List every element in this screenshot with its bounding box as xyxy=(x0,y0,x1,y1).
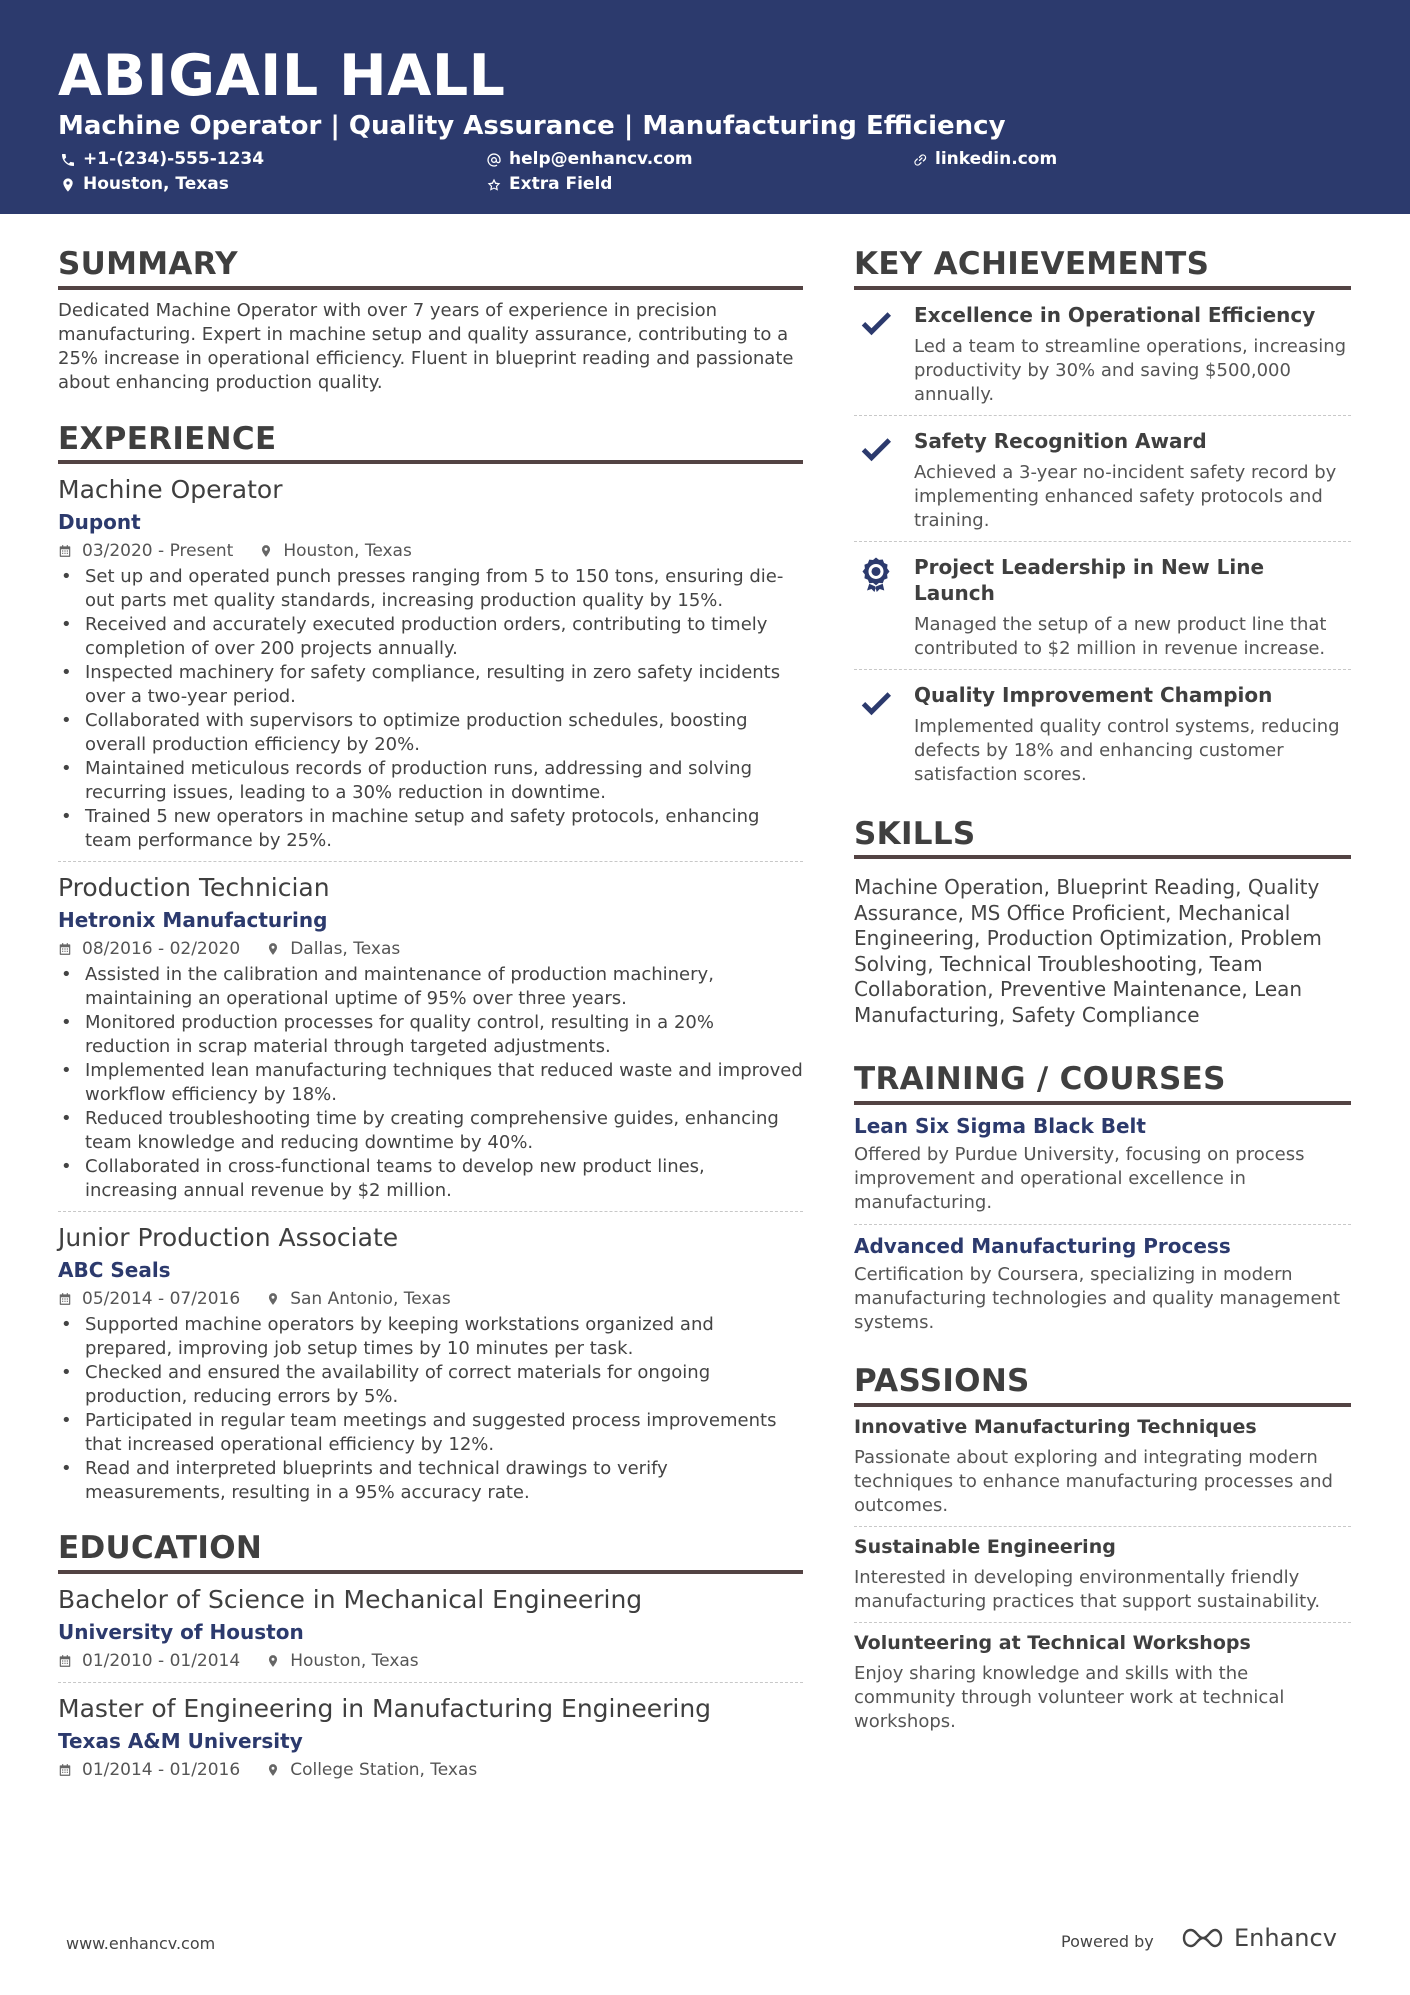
job-bullets xyxy=(58,1313,803,1505)
education-dates: 01/2014 - 01/2016 xyxy=(82,1759,241,1780)
job-bullet: • Set up and operated punch presses ranging from 5 to 150 tons, ensuring die-out parts met quality standards, increasing production quality by 15%. xyxy=(58,565,803,613)
job-bullet: • Checked and ensured the availability of correct materials for ongoing production, reducing errors by 5%. xyxy=(58,1361,803,1409)
training-section xyxy=(854,1062,1351,1344)
achievement-item xyxy=(854,670,1351,795)
experience-heading: EXPERIENCE xyxy=(58,422,803,465)
passion-item xyxy=(854,1527,1351,1623)
education-location xyxy=(266,1650,418,1672)
achievement-title: Quality Improvement Champion xyxy=(914,682,1273,707)
star-icon xyxy=(486,177,502,193)
passion-title: Sustainable Engineering xyxy=(854,1535,1116,1558)
job-title: Junior Production Associate xyxy=(58,1223,399,1253)
education-school: University of Houston xyxy=(58,1619,304,1644)
job-bullets xyxy=(58,565,803,853)
job-bullet: • Collaborated in cross-functional teams to develop new product lines, increasing annual revenue by $2 million. xyxy=(58,1155,803,1203)
phone-icon xyxy=(60,152,76,168)
enhancv-logo-icon xyxy=(1180,1925,1226,1951)
course-title: Advanced Manufacturing Process xyxy=(854,1233,1231,1258)
job-company: Hetronix Manufacturing xyxy=(58,908,328,933)
education-location-text: College Station, Texas xyxy=(290,1759,478,1780)
job-location-text: Houston, Texas xyxy=(283,541,412,562)
enhancv-logo-text: Enhancv xyxy=(1234,1924,1337,1952)
course-title: Lean Six Sigma Black Belt xyxy=(854,1113,1146,1138)
award-ribbon-icon xyxy=(858,556,894,592)
job-title: Production Technician xyxy=(58,873,330,903)
course-item xyxy=(854,1105,1351,1225)
map-pin-icon xyxy=(266,942,280,956)
calendar-icon xyxy=(58,1292,72,1306)
course-desc: Certification by Coursera, specializing in modern manufacturing technologies and quality management systems. xyxy=(854,1263,1340,1333)
achievement-desc: Managed the setup of a new product line that contributed to $2 million in revenue increase. xyxy=(914,613,1327,659)
calendar-icon xyxy=(58,1654,72,1668)
education-location xyxy=(266,1759,477,1781)
job-location-text: San Antonio, Texas xyxy=(290,1289,451,1310)
education-heading: EDUCATION xyxy=(58,1531,803,1574)
left-column xyxy=(58,247,803,1781)
job-bullet: • Assisted in the calibration and maintenance of production machinery, maintaining an operational uptime of 95% over three years. xyxy=(58,963,803,1011)
achievement-item xyxy=(854,416,1351,542)
map-pin-icon xyxy=(60,177,76,193)
job-bullet: • Participated in regular team meetings and suggested process improvements that increased operational efficiency by 12%. xyxy=(58,1409,803,1457)
education-location-text: Houston, Texas xyxy=(290,1650,419,1671)
skills-heading: SKILLS xyxy=(854,817,1351,860)
job-meta xyxy=(58,1288,803,1310)
job-bullet: • Collaborated with supervisors to optimize production schedules, boosting overall production efficiency by 20%. xyxy=(58,709,803,757)
job-company: ABC Seals xyxy=(58,1258,171,1283)
passion-desc: Passionate about exploring and integrating modern techniques to enhance manufacturing processes and outcomes. xyxy=(854,1446,1333,1516)
achievement-title: Safety Recognition Award xyxy=(914,428,1207,453)
map-pin-icon xyxy=(266,1292,280,1306)
achievement-title: Excellence in Operational Efficiency xyxy=(914,302,1316,327)
education-dates: 01/2010 - 01/2014 xyxy=(82,1650,241,1671)
job-bullet: • Supported machine operators by keeping workstations organized and prepared, improving job setup times by 10 minutes per task. xyxy=(58,1313,803,1361)
skills-section xyxy=(854,817,1351,1029)
education-degree: Bachelor of Science in Mechanical Engineering xyxy=(58,1584,643,1614)
job-bullet: • Maintained meticulous records of production runs, addressing and solving recurring issues, leading to a 30% reduction in downtime. xyxy=(58,757,803,805)
job-bullets xyxy=(58,963,803,1203)
job-location xyxy=(266,1288,451,1310)
linkedin-text: linkedin.com xyxy=(935,149,1058,169)
education-entry xyxy=(58,1683,803,1781)
passion-desc: Enjoy sharing knowledge and skills with the community through volunteer work at technical workshops. xyxy=(854,1662,1285,1732)
contact-extra xyxy=(486,176,612,193)
phone-text: +1-(234)-555-1234 xyxy=(83,149,265,169)
passion-title: Innovative Manufacturing Techniques xyxy=(854,1415,1257,1438)
job-dates: 05/2014 - 07/2016 xyxy=(82,1289,241,1310)
education-school: Texas A&M University xyxy=(58,1728,303,1753)
contact-linkedin xyxy=(912,151,1057,168)
achievement-item xyxy=(854,290,1351,416)
job-bullet: • Reduced troubleshooting time by creating comprehensive guides, enhancing team knowledge and reducing downtime by 40%. xyxy=(58,1107,803,1155)
education-meta xyxy=(58,1759,803,1781)
achievements-heading: KEY ACHIEVEMENTS xyxy=(854,247,1351,290)
summary-text: Dedicated Machine Operator with over 7 years of experience in precision manufacturing. Expert in machine setup and quality assurance, contributing to a 25% increase in operational efficiency. Fluent in blueprint reading and passionate about enhancing production quality. xyxy=(58,299,794,393)
job-bullet: • Received and accurately executed production orders, contributing to timely completion of over 200 projects annually. xyxy=(58,613,803,661)
achievement-title: Project Leadership in New Line Launch xyxy=(914,554,1265,605)
location-text: Houston, Texas xyxy=(83,174,229,194)
passion-item xyxy=(854,1623,1351,1742)
at-icon xyxy=(486,152,502,168)
job-meta xyxy=(58,938,803,960)
experience-entry xyxy=(58,1212,803,1505)
achievements-section xyxy=(854,247,1351,795)
achievement-desc: Led a team to streamline operations, increasing productivity by 30% and saving $500,000 annually. xyxy=(914,335,1347,405)
footer-website-link[interactable]: www.enhancv.com xyxy=(66,1934,216,1953)
job-title: Machine Operator xyxy=(58,475,283,505)
contact-email xyxy=(486,151,693,168)
contact-location xyxy=(60,176,229,193)
contact-phone xyxy=(60,151,264,168)
job-bullet: • Read and interpreted blueprints and technical drawings to verify measurements, resulting in a 95% accuracy rate. xyxy=(58,1457,803,1505)
passions-heading: PASSIONS xyxy=(854,1364,1351,1407)
extra-text: Extra Field xyxy=(509,174,613,194)
job-bullet: • Implemented lean manufacturing techniques that reduced waste and improved workflow efficiency by 18%. xyxy=(58,1059,803,1107)
course-item xyxy=(854,1225,1351,1344)
passion-title: Volunteering at Technical Workshops xyxy=(854,1631,1251,1654)
experience-entry xyxy=(58,464,803,862)
calendar-icon xyxy=(58,942,72,956)
map-pin-icon xyxy=(266,1763,280,1777)
skills-text: Machine Operation, Blueprint Reading, Quality Assurance, MS Office Proficient, Mechanical Engineering, Production Optimization, Problem Solving, Technical Troubleshooting, Team Collaboration, Preventive Maintenance, Lean Manufacturing, Safety Compliance xyxy=(854,875,1322,1027)
map-pin-icon xyxy=(259,544,273,558)
job-company: Dupont xyxy=(58,510,141,535)
achievement-desc: Implemented quality control systems, reducing defects by 18% and enhancing customer satisfaction scores. xyxy=(914,715,1340,785)
training-heading: TRAINING / COURSES xyxy=(854,1062,1351,1105)
achievement-item xyxy=(854,542,1351,670)
calendar-icon xyxy=(58,544,72,558)
check-icon xyxy=(858,430,894,466)
education-degree: Master of Engineering in Manufacturing Engineering xyxy=(58,1693,712,1723)
job-bullet: • Inspected machinery for safety compliance, resulting in zero safety incidents over a two-year period. xyxy=(58,661,803,709)
check-icon xyxy=(858,304,894,340)
passion-desc: Interested in developing environmentally friendly manufacturing practices that support sustainability. xyxy=(854,1566,1321,1612)
candidate-name: ABIGAIL HALL xyxy=(58,43,506,109)
calendar-icon xyxy=(58,1763,72,1777)
education-entry xyxy=(58,1574,803,1683)
job-location-text: Dallas, Texas xyxy=(290,939,401,960)
passion-item xyxy=(854,1407,1351,1527)
job-bullet: • Trained 5 new operators in machine setup and safety protocols, enhancing team performance by 25%. xyxy=(58,805,803,853)
candidate-headline: Machine Operator | Quality Assurance | Manufacturing Efficiency xyxy=(58,111,1006,141)
job-meta xyxy=(58,540,803,562)
job-location xyxy=(266,938,400,960)
link-icon xyxy=(912,152,928,168)
enhancv-logo xyxy=(1180,1924,1337,1952)
summary-heading: SUMMARY xyxy=(58,247,803,290)
job-dates: 03/2020 - Present xyxy=(82,541,234,562)
check-icon xyxy=(858,684,894,720)
job-bullet: • Monitored production processes for quality control, resulting in a 20% reduction in scrap material through targeted adjustments. xyxy=(58,1011,803,1059)
experience-entry xyxy=(58,862,803,1212)
right-column xyxy=(854,247,1351,1742)
experience-section xyxy=(58,422,803,1506)
job-dates: 08/2016 - 02/2020 xyxy=(82,939,241,960)
powered-by-text: Powered by xyxy=(1061,1932,1154,1951)
course-desc: Offered by Purdue University, focusing on process improvement and operational excellence in manufacturing. xyxy=(854,1143,1305,1213)
resume-header xyxy=(0,0,1410,214)
achievement-desc: Achieved a 3-year no-incident safety record by implementing enhanced safety protocols and training. xyxy=(914,461,1337,531)
education-section xyxy=(58,1531,803,1781)
map-pin-icon xyxy=(266,1654,280,1668)
job-location xyxy=(259,540,411,562)
education-meta xyxy=(58,1650,803,1672)
email-text: help@enhancv.com xyxy=(509,149,693,169)
summary-section xyxy=(58,247,803,395)
passions-section xyxy=(854,1364,1351,1742)
